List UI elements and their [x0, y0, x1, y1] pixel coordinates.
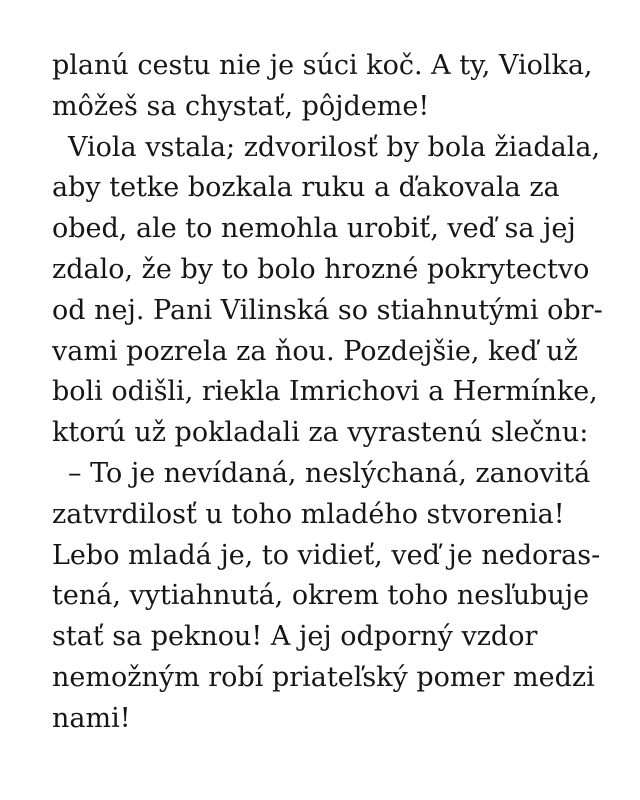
text-line: od nej. Pani Vilinská so stiahnutými obr- — [52, 294, 603, 326]
text-line: obed, ale to nemohla urobiť, veď sa jej — [52, 213, 576, 245]
text-line: môžeš sa chystať, pôjdeme! — [52, 90, 430, 122]
text-line: zdalo, že by to bolo hrozné pokrytectvo — [52, 253, 590, 285]
text-line: zatvrdilosť u toho mladého stvorenia! — [52, 498, 565, 530]
body-text — [52, 46, 612, 740]
text-line: planú cestu nie je súci koč. A ty, Violka, — [52, 50, 593, 81]
text-line: stať sa peknou! A jej odporný vzdor — [52, 621, 538, 653]
text-line: aby tetke bozkala ruku a ďakovala za — [52, 172, 560, 204]
text-line: nami! — [52, 702, 131, 734]
text-line: ktorú už pokladali za vyrastenú slečnu: — [52, 417, 589, 449]
text-line: Lebo mladá je, to vidieť, veď je nedoras- — [52, 539, 601, 571]
text-line: nemožným robí priateľský pomer medzi — [52, 661, 595, 693]
text-line: tená, vytiahnutá, okrem toho nesľubuje — [52, 580, 590, 612]
text-line-dialogue-start: – To je nevídaná, neslýchaná, zanovitá — [68, 457, 591, 489]
text-line: vami pozrela za ňou. Pozdejšie, keď už — [52, 335, 578, 367]
text-line-paragraph-start: Viola vstala; zdvorilosť by bola žiadala, — [68, 131, 601, 163]
text-line: boli odišli, riekla Imrichovi a Hermínke, — [52, 376, 598, 408]
